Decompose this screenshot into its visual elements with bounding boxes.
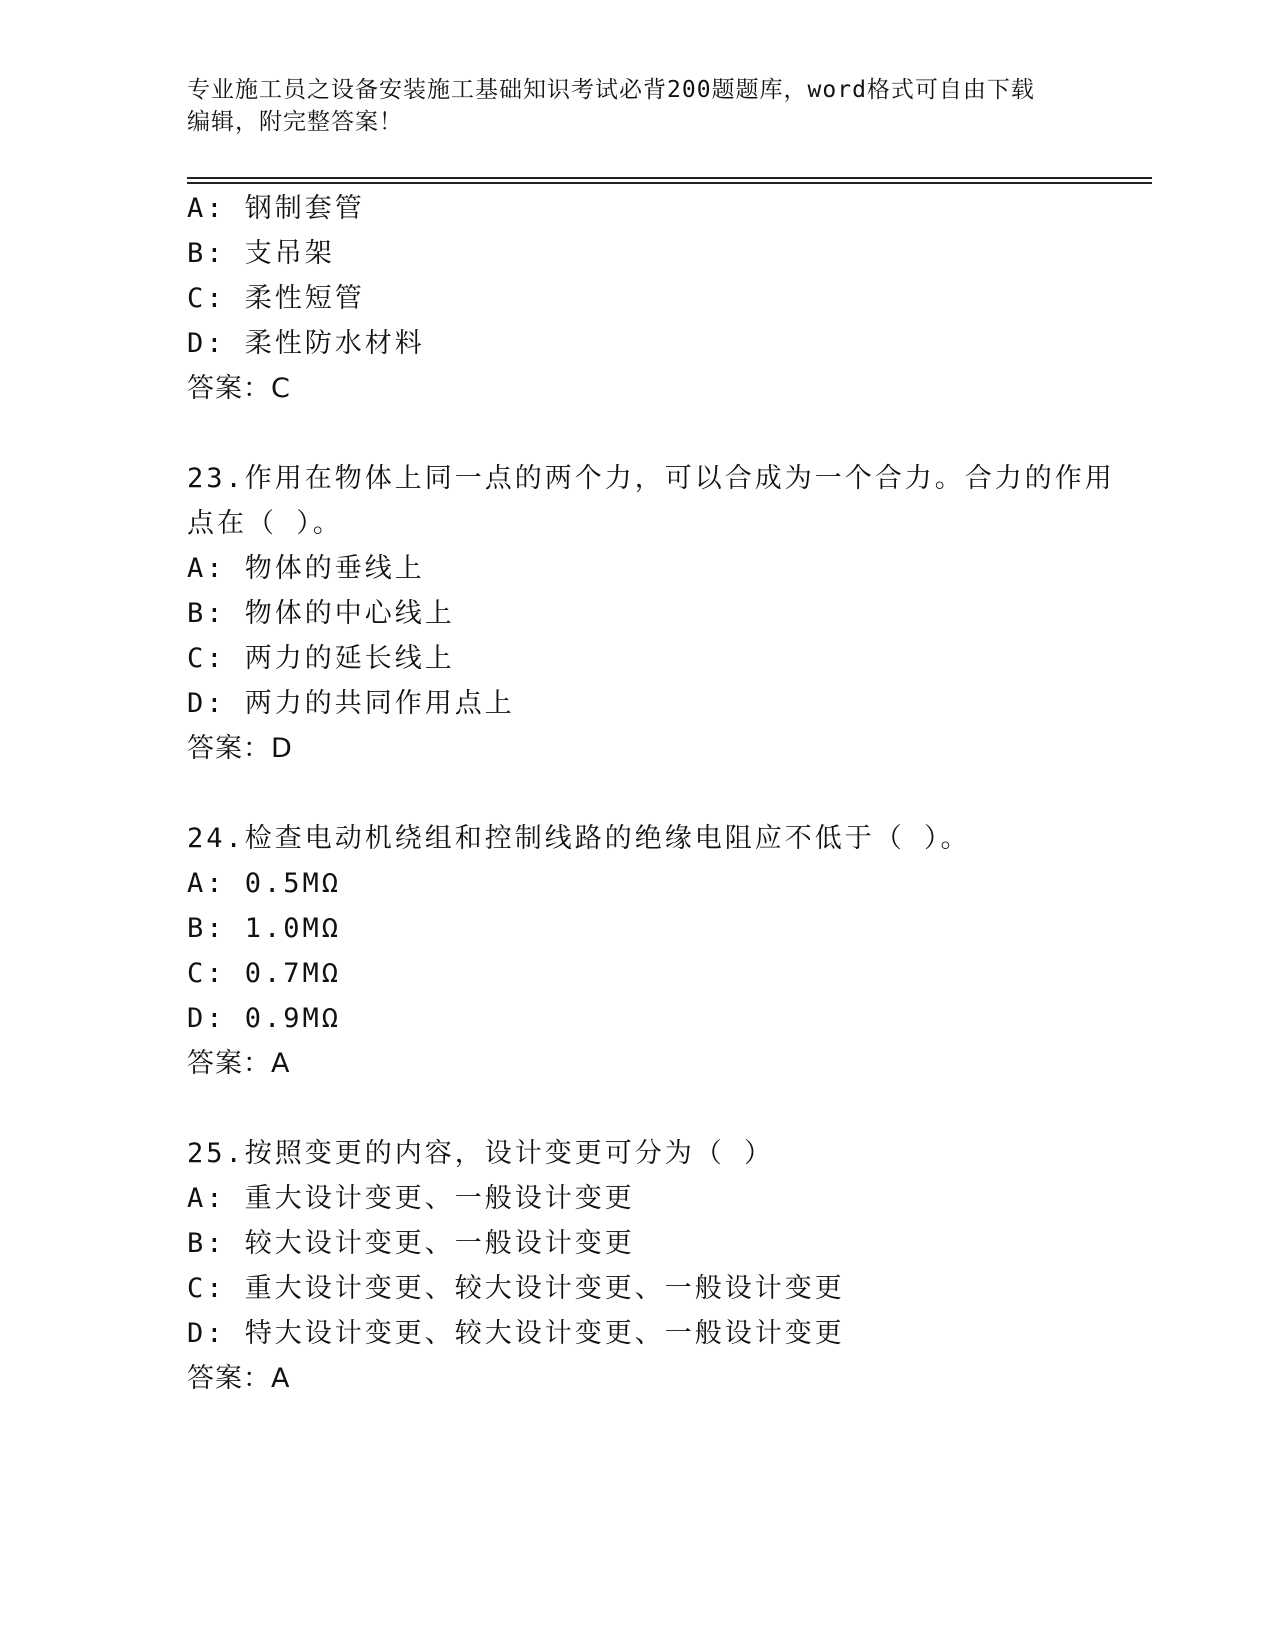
q23-option-d: D: 两力的共同作用点上	[187, 688, 515, 719]
q25-answer: 答案：A	[187, 1363, 291, 1394]
q25-option-c: C: 重大设计变更、较大设计变更、一般设计变更	[187, 1273, 845, 1304]
q22-option-a: A: 钢制套管	[187, 193, 365, 224]
header-line-2: 编辑，附完整答案！	[187, 109, 403, 135]
q22-option-d: D: 柔性防水材料	[187, 328, 425, 359]
q23-answer: 答案：D	[187, 733, 293, 764]
q22-option-c: C: 柔性短管	[187, 283, 365, 314]
q24-stem-line-1: 24.检查电动机绕组和控制线路的绝缘电阻应不低于（ ）。	[187, 823, 971, 854]
q25-option-d: D: 特大设计变更、较大设计变更、一般设计变更	[187, 1318, 845, 1349]
q25-stem-line-1: 25.按照变更的内容，设计变更可分为（ ）	[187, 1138, 775, 1169]
q23-stem-line-2: 点在（ ）。	[187, 508, 343, 539]
q22-answer: 答案：C	[187, 373, 291, 404]
header-divider-top	[187, 177, 1152, 179]
header-divider-bottom	[187, 182, 1152, 184]
q24-answer: 答案：A	[187, 1048, 291, 1079]
q24-option-c: C: 0.7MΩ	[187, 958, 342, 989]
q24-option-b: B: 1.0MΩ	[187, 913, 342, 944]
q24-option-a: A: 0.5MΩ	[187, 868, 342, 899]
q24-option-d: D: 0.9MΩ	[187, 1003, 342, 1034]
q23-stem-line-1: 23.作用在物体上同一点的两个力，可以合成为一个合力。合力的作用	[187, 463, 1115, 494]
document-header	[187, 74, 1087, 138]
q25-option-a: A: 重大设计变更、一般设计变更	[187, 1183, 635, 1214]
q25-option-b: B: 较大设计变更、一般设计变更	[187, 1228, 635, 1259]
q23-option-a: A: 物体的垂线上	[187, 553, 425, 584]
header-line-1: 专业施工员之设备安装施工基础知识考试必背200题题库，word格式可自由下载	[187, 77, 1035, 103]
q22-option-b: B: 支吊架	[187, 238, 335, 269]
q23-option-b: B: 物体的中心线上	[187, 598, 455, 629]
q23-option-c: C: 两力的延长线上	[187, 643, 455, 674]
